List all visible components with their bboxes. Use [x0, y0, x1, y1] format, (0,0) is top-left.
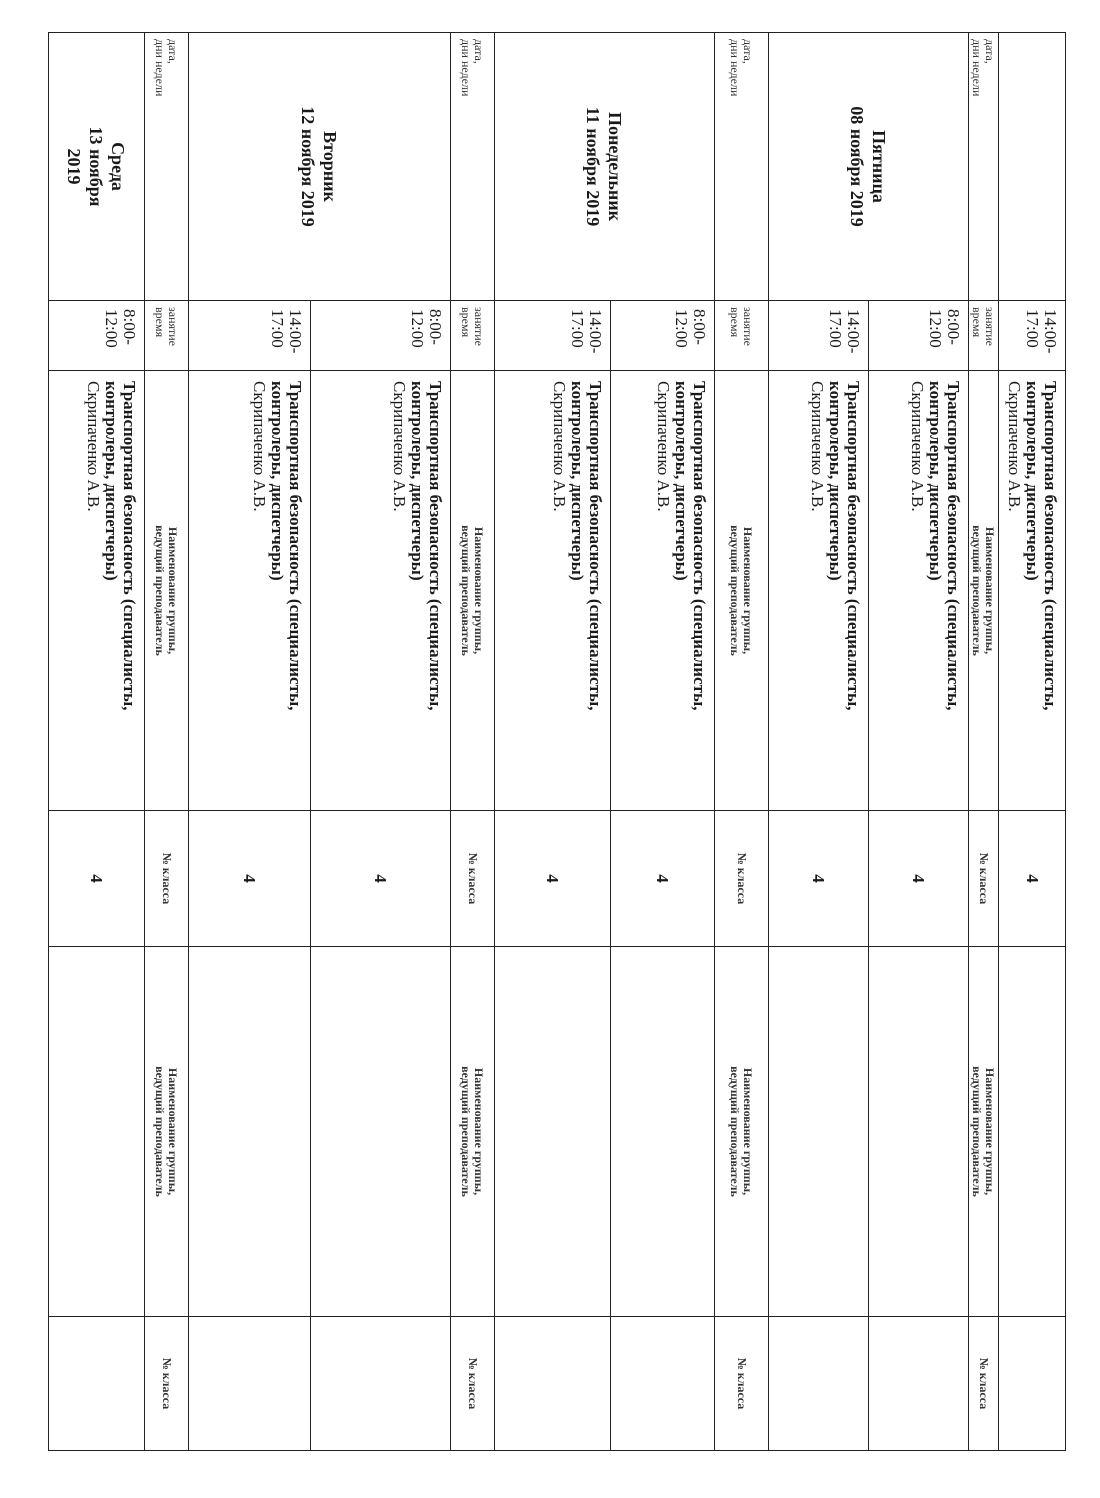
day-cell-tuesday: Вторник 12 ноября 2019	[189, 33, 451, 301]
course-cell: Транспортная безопасность (специалисты, контролеры, диспетчеры) Скрипаченко А.В.	[769, 371, 869, 811]
header-date-day: дата, дни недели	[715, 33, 769, 301]
table-row	[999, 33, 1066, 1451]
schedule-table	[48, 32, 1066, 1451]
course-cell: Транспортная безопасность (специалисты, контролеры, диспетчеры) Скрипаченко А.В.	[869, 371, 969, 811]
day-cell-monday: Понедельник 11 ноября 2019	[495, 33, 715, 301]
course-cell: Транспортная безопасность (специалисты, контролеры, диспетчеры) Скрипаченко А.В.	[189, 371, 311, 811]
header-group-teacher-2: Наименование группы, ведущий преподаватель	[451, 947, 495, 1317]
time-cell: 8:00- 12:00	[49, 301, 145, 371]
header-room: № класса	[715, 811, 769, 947]
time-cell: 8:00- 12:00	[869, 301, 969, 371]
header-group-teacher-2: Наименование группы, ведущий преподаватель	[715, 947, 769, 1317]
day-cell-wednesday: Среда 13 ноября 2019	[49, 33, 145, 301]
header-time: занятие время	[145, 301, 189, 371]
room-cell: 4	[769, 811, 869, 947]
time-cell: 14:00- 17:00	[769, 301, 869, 371]
header-room-2: № класса	[715, 1317, 769, 1451]
table-header-row	[145, 33, 189, 1451]
table-header-row	[969, 33, 999, 1451]
header-group-teacher: Наименование группы, ведущий преподаватель	[451, 371, 495, 811]
table-row	[311, 33, 451, 1451]
header-time: занятие время	[969, 301, 999, 371]
room-cell: 4	[495, 811, 611, 947]
header-room: № класса	[451, 811, 495, 947]
header-group-teacher: Наименование группы, ведущий преподаватель	[969, 371, 999, 811]
day-cell-empty	[999, 33, 1066, 301]
time-cell: 14:00- 17:00	[999, 301, 1066, 371]
header-room: № класса	[969, 811, 999, 947]
header-room: № класса	[145, 811, 189, 947]
course-cell: Транспортная безопасность (специалисты, контролеры, диспетчеры) Скрипаченко А.В.	[611, 371, 715, 811]
day-cell-friday: Пятница 08 ноября 2019	[769, 33, 969, 301]
room-cell: 4	[999, 811, 1066, 947]
schedule-table-rotated	[48, 32, 1066, 1450]
header-group-teacher-2: Наименование группы, ведущий преподаватель	[969, 947, 999, 1317]
room-cell: 4	[611, 811, 715, 947]
course-cell: Транспортная безопасность (специалисты, контролеры, диспетчеры) Скрипаченко А.В.	[49, 371, 145, 811]
room-cell: 4	[311, 811, 451, 947]
header-group-teacher: Наименование группы, ведущий преподаватель	[145, 371, 189, 811]
time-cell: 8:00- 12:00	[311, 301, 451, 371]
header-group-teacher: Наименование группы, ведущий преподаватель	[715, 371, 769, 811]
table-row	[869, 33, 969, 1451]
header-time: занятие время	[715, 301, 769, 371]
header-time: занятие время	[451, 301, 495, 371]
header-room-2: № класса	[145, 1317, 189, 1451]
header-date-day: дата, дни недели	[451, 33, 495, 301]
course-cell: Транспортная безопасность (специалисты, контролеры, диспетчеры) Скрипаченко А.В.	[311, 371, 451, 811]
course-cell: Транспортная безопасность (специалисты, контролеры, диспетчеры) Скрипаченко А.В.	[999, 371, 1066, 811]
course-cell: Транспортная безопасность (специалисты, контролеры, диспетчеры) Скрипаченко А.В.	[495, 371, 611, 811]
table-header-row	[451, 33, 495, 1451]
header-date-day: дата, дни недели	[145, 33, 189, 301]
table-header-row	[715, 33, 769, 1451]
header-room-2: № класса	[451, 1317, 495, 1451]
header-room-2: № класса	[969, 1317, 999, 1451]
header-date-day: дата, дни недели	[969, 33, 999, 301]
time-cell: 14:00- 17:00	[495, 301, 611, 371]
table-row	[611, 33, 715, 1451]
room-cell: 4	[869, 811, 969, 947]
room-cell: 4	[189, 811, 311, 947]
time-cell: 8:00- 12:00	[611, 301, 715, 371]
room-cell: 4	[49, 811, 145, 947]
header-group-teacher-2: Наименование группы, ведущий преподаватель	[145, 947, 189, 1317]
time-cell: 14:00- 17:00	[189, 301, 311, 371]
table-row	[49, 33, 145, 1451]
